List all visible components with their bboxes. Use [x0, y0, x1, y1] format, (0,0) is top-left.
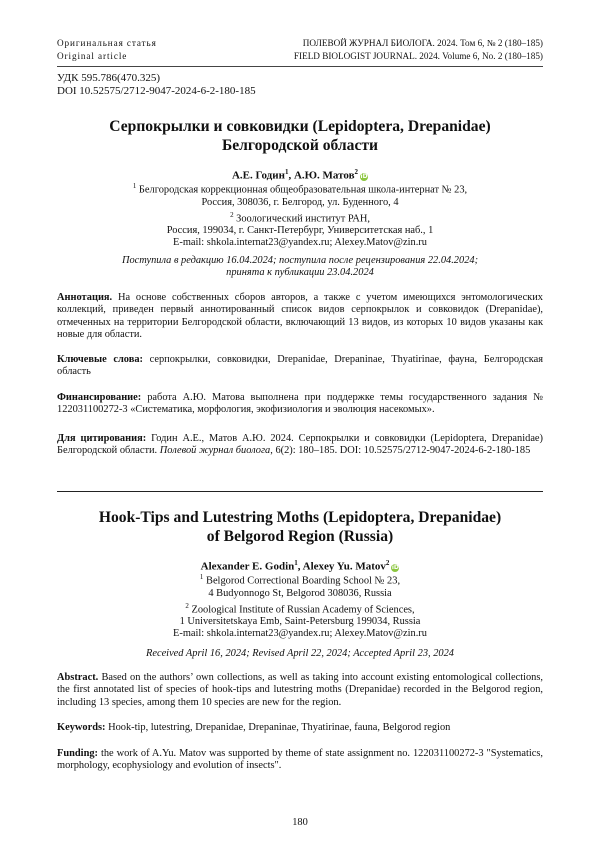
- title-ru-line1: Серпокрылки и совковидки (Lepidoptera, Drepanidae): [109, 118, 491, 135]
- funding-ru: [57, 392, 543, 417]
- affiliation-1-ru: [57, 180, 543, 197]
- affiliations-en: [57, 571, 543, 640]
- affiliation-1-en: [57, 571, 543, 588]
- abstract-text-en: Based on the authors’ own collections, as well as taking into account existing entomological collections, the first annotated list of species of hook-tips and lutestring moths (Drepanidae) recorded in the Belgorod region, including 13 species, among them 10 species are new for the region.: [57, 672, 543, 708]
- keywords-label-ru: Ключевые слова:: [57, 354, 143, 365]
- journal-info-ru: ПОЛЕВОЙ ЖУРНАЛ БИОЛОГА. 2024. Том 6, № 2 (180–185): [302, 38, 543, 48]
- udk-code: УДК 595.786(470.325): [57, 72, 161, 84]
- author-sep-en: ,: [297, 560, 303, 573]
- abstract-label-en: Abstract.: [57, 672, 99, 683]
- funding-text-ru: работа А.Ю. Матова выполнена при поддержке темы государственного задания № 122031100272-3 «Систематика, морфология, экофизиология и эволюция насекомых».: [57, 392, 543, 416]
- page-number: 180: [292, 817, 308, 828]
- author-matov-en: Alexey Yu. Matov: [302, 560, 386, 573]
- author2-sup: 2: [354, 168, 359, 176]
- affil2-sup-en: 2: [185, 601, 189, 610]
- abstract-ru: [57, 292, 543, 342]
- affil2-line2-en: 1 Universitetskaya Emb, Saint-Petersburg 199034, Russia: [179, 616, 421, 628]
- section-divider: [57, 491, 543, 492]
- affiliation-2-en: [57, 600, 543, 617]
- citation-journal: Полевой журнал биолога: [159, 445, 271, 457]
- journal-info: [294, 37, 543, 63]
- orcid-icon[interactable]: iD: [391, 563, 399, 571]
- affil2-line1-en: Zoological Institute of Russian Academy of Sciences,: [188, 604, 415, 616]
- affil1-line2: Россия, 308036, г. Белгород, ул. Буденного, 4: [201, 196, 399, 208]
- affil1-line1-en: Belgorod Correctional Boarding School № 23,: [203, 575, 401, 587]
- email-ru[interactable]: E-mail: shkola.internat23@yandex.ru; Alexey.Matov@zin.ru: [173, 237, 427, 249]
- dates-ru-line1: Поступила в редакцию 16.04.2024; поступила после рецензирования 22.04.2024;: [121, 255, 479, 266]
- author2-sup-en: 2: [385, 559, 390, 567]
- abstract-label-ru: Аннотация.: [57, 292, 113, 303]
- title-en: [57, 508, 543, 546]
- affil1-sup: 1: [132, 182, 137, 190]
- email-en[interactable]: E-mail: shkola.internat23@yandex.ru; Alexey.Matov@zin.ru: [173, 628, 427, 640]
- funding-label-ru: Финансирование:: [57, 392, 142, 403]
- citation-text2: , 6(2): 180–185. DOI: 10.52575/2712-9047-2024-6-2-180-185: [270, 445, 531, 457]
- journal-info-en: FIELD BIOLOGIST JOURNAL. 2024. Volume 6, No. 2 (180–185): [293, 51, 543, 61]
- affil2-line2: Россия, 199034, г. Санкт-Петербург, Университетская наб., 1: [166, 225, 434, 237]
- keywords-en: [57, 722, 543, 734]
- abstract-en: [57, 672, 543, 709]
- affil1-sup-en: 1: [199, 573, 204, 581]
- dates-en: Received April 16, 2024; Revised April 22, 2024; Accepted April 23, 2024: [146, 648, 454, 659]
- keywords-label-en: Keywords:: [57, 722, 106, 733]
- affil1-line1: Белгородская коррекционная общеобразовательная школа-интернат № 23,: [136, 184, 468, 196]
- keywords-text-ru: серпокрылки, совковидки, Drepanidae, Drepaninae, Thyatirinae, фауна, Белгородская область: [57, 354, 543, 378]
- citation-text1: Годин А.Е., Матов А.Ю. 2024. Серпокрылки и совковидки (Lepidoptera, Drepanidae) Белгородской области.: [57, 433, 544, 457]
- title-ru: [57, 117, 543, 155]
- affil1-line2-en: 4 Budyonnogo St, Belgorod 308036, Russia: [208, 587, 392, 599]
- orcid-icon[interactable]: iD: [360, 172, 368, 180]
- citation-label-ru: Для цитирования:: [57, 433, 147, 444]
- author1-sup-en: 1: [294, 559, 298, 567]
- author1-sup: 1: [284, 168, 289, 176]
- article-type-ru: Оригинальная статья: [57, 38, 157, 48]
- author-godin-en: Alexander E. Godin: [200, 560, 295, 573]
- citation-ru: [57, 433, 543, 458]
- dates-ru-line2: принята к публикации 23.04.2024: [226, 267, 374, 279]
- article-meta: [57, 72, 256, 98]
- doi[interactable]: DOI 10.52575/2712-9047-2024-6-2-180-185: [57, 85, 256, 97]
- affiliation-2-ru: [57, 209, 543, 226]
- title-en-line1: Hook-Tips and Lutestring Moths (Lepidoptera, Drepanidae): [98, 509, 502, 526]
- article-type: [57, 37, 157, 63]
- dates-ru: [57, 255, 543, 280]
- keywords-text-en: Hook-tip, lutestring, Drepanidae, Drepaninae, Thyatirinae, fauna, Belgorod region: [105, 722, 451, 733]
- affil2-line1: Зоологический институт РАН,: [233, 213, 370, 225]
- funding-label-en: Funding:: [57, 748, 99, 759]
- article-type-en: Original article: [57, 51, 128, 61]
- author-godin-ru: А.Е. Годин: [231, 169, 285, 182]
- author-matov-ru: А.Ю. Матов: [293, 169, 355, 182]
- title-en-line2: of Belgorod Region (Russia): [206, 528, 394, 545]
- title-ru-line2: Белгородской области: [221, 137, 379, 154]
- funding-text-en: the work of A.Yu. Matov was supported by theme of state assignment no. 122031100272-3 "Systematics, morphology, ecophysiology and evolution of insects".: [57, 748, 543, 772]
- abstract-text-ru: На основе собственных сборов авторов, а также с учетом имеющихся энтомологических коллекций, приведен первый аннотированный список видов серпокрылок и совковидок (Drepanidae), отмеченных на территории Белгородской области, включающий 13 видов, из которых 10 видов указаны как новые для области.: [57, 292, 543, 341]
- affiliations-ru: [57, 180, 543, 249]
- header-rule: [57, 66, 543, 67]
- keywords-ru: [57, 354, 543, 379]
- funding-en: [57, 748, 543, 773]
- author-sep: ,: [288, 169, 294, 182]
- affil2-sup: 2: [230, 210, 234, 219]
